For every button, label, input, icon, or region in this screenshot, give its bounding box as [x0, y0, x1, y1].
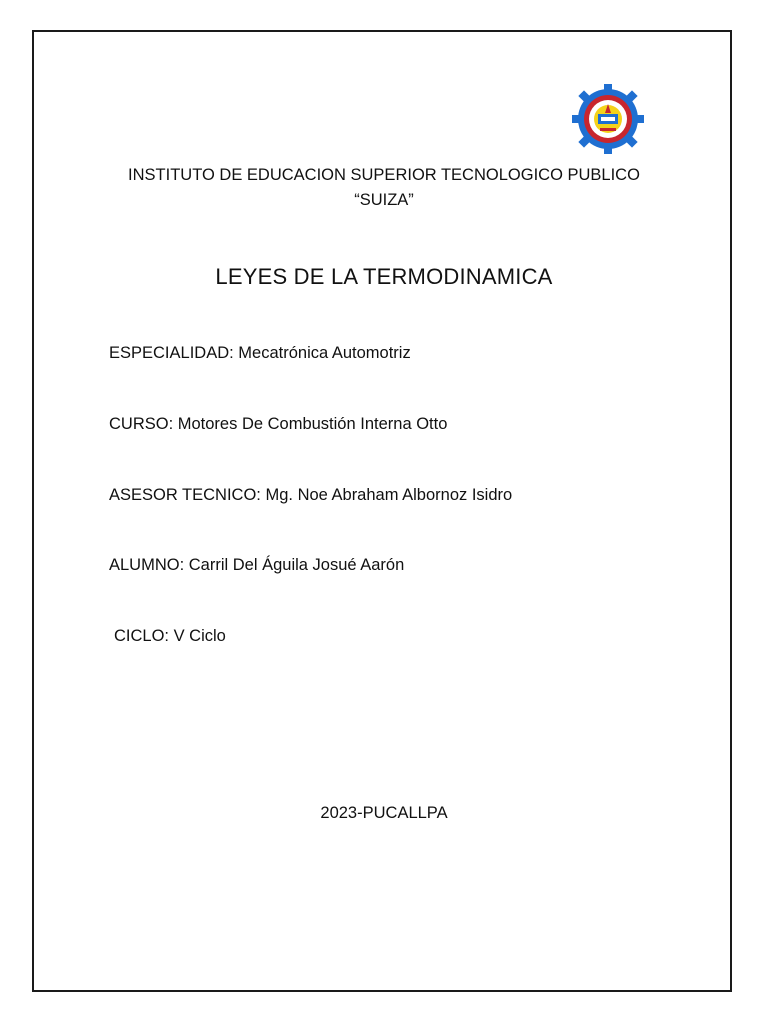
document-title: LEYES DE LA TERMODINAMICA — [215, 264, 553, 289]
ciclo-field: CICLO: V Ciclo — [114, 627, 226, 645]
year-place: 2023-PUCALLPA — [320, 804, 448, 822]
especialidad-field: ESPECIALIDAD: Mecatrónica Automotriz — [109, 344, 411, 362]
institute-alias: “SUIZA” — [354, 191, 414, 209]
institute-name: INSTITUTO DE EDUCACION SUPERIOR TECNOLOGICO PUBLICO — [128, 166, 640, 184]
curso-field: CURSO: Motores De Combustión Interna Otto — [109, 415, 448, 433]
asesor-field: ASESOR TECNICO: Mg. Noe Abraham Albornoz Isidro — [109, 486, 513, 504]
alumno-field: ALUMNO: Carril Del Águila Josué Aarón — [109, 556, 405, 574]
institute-seal-icon — [558, 84, 658, 154]
